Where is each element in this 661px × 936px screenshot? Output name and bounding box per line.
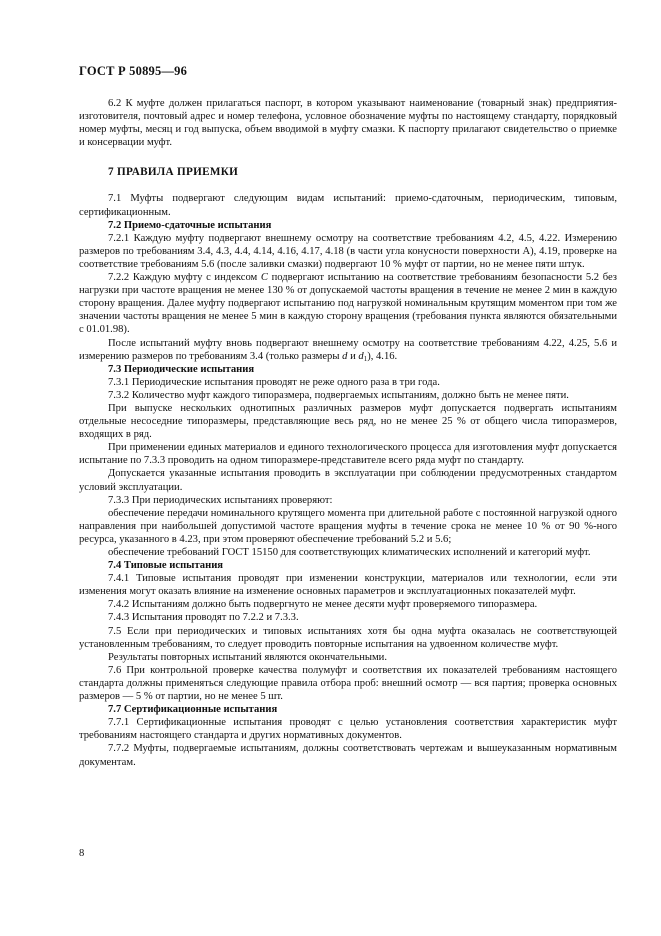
paragraph-7-3-1: 7.3.1 Периодические испытания проводят не реже одного раза в три года. <box>108 376 440 388</box>
document-header: ГОСТ Р 50895—96 <box>79 64 188 78</box>
paragraph-after-test-end: ), 4.16. <box>367 350 398 362</box>
paragraph-uniform: При применении единых материалов и единого технологического процесса для изготовления муфт допускается испытание по 7.3.3 проводить на одном типоразмере-представителе всего ряда муфт по стандарту. <box>79 442 617 467</box>
index-c: С <box>260 272 268 284</box>
paragraph-7-2-1: 7.2.1 Каждую муфту подвергают внешнему осмотру на соответствие требованиям 4.2, 4.5, 4.22. Измерению размеров по требованиям 3.4, 4.3, 4.4, 4.14, 4.16, 4.17, 4.18 (в части угла конусности поверхности А), 4.19, проверке на соответствие требованиям 5.6 (после заливки смазки) подвергают 10 % муфт от партии, но не менее пяти штук. <box>79 232 617 270</box>
paragraph-7-5: 7.5 Если при периодических и типовых испытаниях хотя бы одна муфта оказалась не соответствующей установленным требованиям, то следует проводить повторные испытания на удвоенном количестве муфт. <box>79 625 617 650</box>
paragraph-results: Результаты повторных испытаний являются окончательными. <box>108 651 388 663</box>
paragraph-7-4-2: 7.4.2 Испытаниям должно быть подвергнуто не менее десяти муфт проверяемого типоразмера. <box>108 599 538 611</box>
page-number: 8 <box>79 848 85 859</box>
paragraph-7-4-3: 7.4.3 Испытания проводят по 7.2.2 и 7.3.3. <box>108 612 299 624</box>
section-7-title: 7 ПРАВИЛА ПРИЕМКИ <box>108 166 239 179</box>
paragraph-allowed: Допускается указанные испытания проводить в эксплуатации при соблюдении предусмотренных стандартом условий эксплуатации. <box>79 468 617 493</box>
paragraph-6-2: 6.2 К муфте должен прилагаться паспорт, в котором указывают наименование (товарный знак) предприятия-изготовителя, почтовый адрес и номер телефона, условное обозначение муфты по настоящему стандарту, порядковый номер муфты, месяц и год выпуска, объем вводимой в муфту смазки. К паспорту прилагают свидетельство о приемке и консервации муфт. <box>79 98 617 149</box>
paragraph-7-7-1: 7.7.1 Сертификационные испытания проводят с целью установления соответствия характеристик муфт требованиям настоящего стандарта и других нормативных документов. <box>79 717 617 742</box>
paragraph-7-1: 7.1 Муфты подвергают следующим видам испытаний: приемо-сдаточным, периодическим, типовым, сертификационным. <box>79 193 617 218</box>
heading-7-4: 7.4 Типовые испытания <box>108 560 224 572</box>
paragraph-7-4-1: 7.4.1 Типовые испытания проводят при изменении конструкции, материалов или технологии, если эти изменения могут оказать влияние на изменение основных параметров и эксплуатационных показателей муфт. <box>79 573 617 598</box>
dimension-d1: d <box>358 350 364 362</box>
paragraph-7-3-2: 7.3.2 Количество муфт каждого типоразмера, подвергаемых испытаниям, должно быть не менее пяти. <box>108 389 569 401</box>
paragraph-after-test-start: После испытаний муфту вновь подвергают внешнему осмотру на соответствие требованиям 4.22, 4.25, 5.6 и измерению размеров по требованиям 3.4 (только размеры <box>79 337 617 362</box>
paragraph-7-3-3-item-b: обеспечение требований ГОСТ 15150 для соответствующих климатических исполнений и категорий муфт. <box>108 547 591 558</box>
heading-7-2: 7.2 Приемо-сдаточные испытания <box>108 219 272 231</box>
document-body <box>79 97 617 769</box>
paragraph-7-3-3: 7.3.3 При периодических испытаниях проверяют: <box>108 494 333 506</box>
dimension-d: d <box>342 350 348 362</box>
heading-7-3: 7.3 Периодические испытания <box>108 363 255 375</box>
paragraph-release: При выпуске нескольких однотипных различных размеров муфт допускается подвергать испытаниям отдельные несоседние типоразмеры, представляющие весь ряд, но не менее 25 % от общего числа типоразмеров, входящих в ряд. <box>79 402 617 441</box>
conjunction: и <box>347 350 359 362</box>
paragraph-7-3-3-item-a: обеспечение передачи номинального крутящего момента при длительной работе с постоянной нагрузкой одного направления при наибольшей допустимой частоте вращения муфты в течение срока не менее 10 % от 90 %-ного ресурса, указанного в 4.23, при этом проверяют обеспечение требований 5.2 и 5.6; <box>79 507 617 545</box>
heading-7-7: 7.7 Сертификационные испытания <box>108 704 278 716</box>
paragraph-7-2-2-rest: подвергают испытанию на соответствие требованиям безопасности 5.2 без нагрузки при частоте вращения не менее 130 % от допускаемой частоты вращения в течение не менее 2 мин в каждую сторону вращения. Далее муфту подвергают испытанию под нагрузкой номинальным крутящим моментом при том же значении частоты вращения не менее 5 мин в каждую сторону вращения (требования пункта являются обязательными с 01.01.98). <box>79 272 617 336</box>
dimension-d1-subscript: 1 <box>363 354 368 363</box>
paragraph-7-2-2-start: 7.2.2 Каждую муфту с индексом <box>108 272 261 284</box>
paragraph-7-2-2 <box>79 271 617 336</box>
paragraph-7-6: 7.6 При контрольной проверке качества полумуфт и соответствия их показателей требованиям настоящего стандарта должны применяться следующие правила отбора проб: внешний осмотр — вся партия; проверка основных размеров — 5 % от партии, но не менее 5 шт. <box>79 664 617 703</box>
paragraph-7-7-2: 7.7.2 Муфты, подвергаемые испытаниям, должны соответствовать чертежам и вышеуказанным нормативным документам. <box>79 743 617 768</box>
paragraph-after-test <box>79 337 617 363</box>
